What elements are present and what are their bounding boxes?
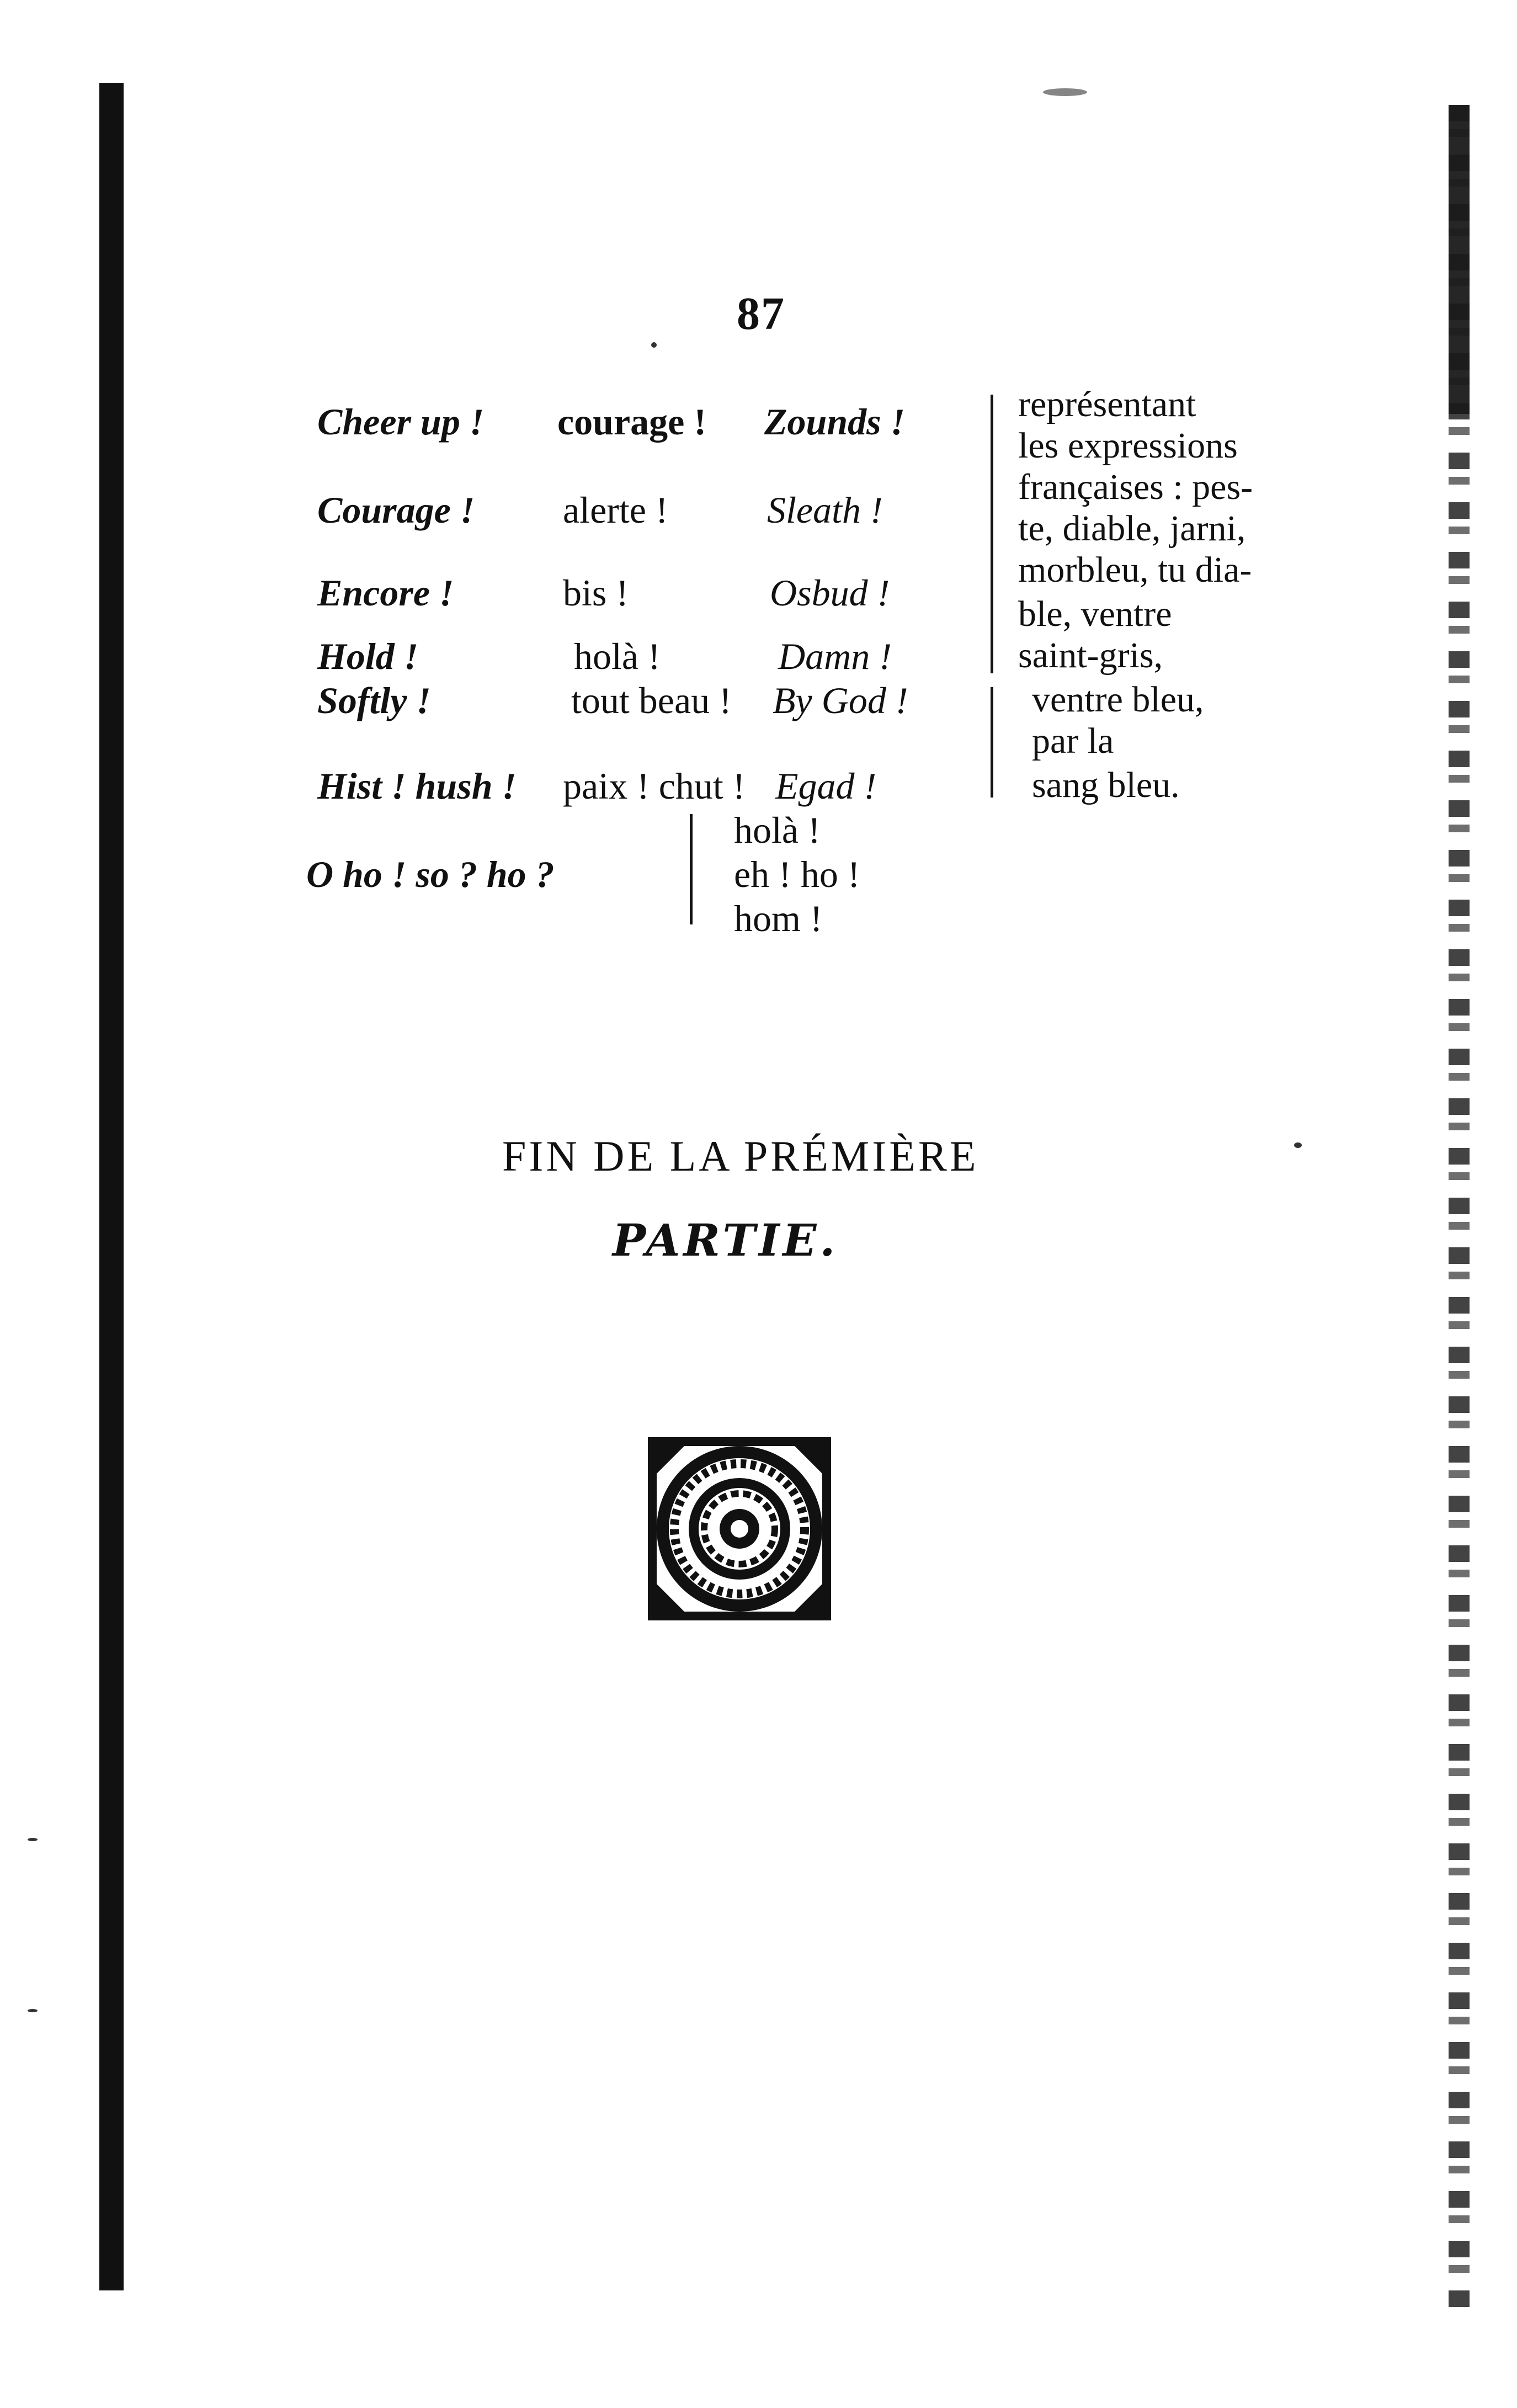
english-oath: Sleath !	[767, 489, 883, 531]
french-phrase: alerte !	[563, 489, 668, 531]
english-phrase: Hold !	[317, 635, 419, 677]
french-phrase: tout beau !	[571, 679, 732, 721]
english-oath: Zounds !	[764, 401, 906, 443]
speck	[28, 2009, 38, 2012]
note-line: saint-gris,	[1018, 635, 1163, 676]
french-phrase: hom !	[734, 897, 823, 939]
speck	[1043, 88, 1087, 96]
page-number: 87	[737, 288, 785, 339]
french-phrase: paix ! chut !	[563, 765, 746, 807]
english-phrase: Cheer up !	[317, 401, 485, 443]
note-line: les expressions	[1018, 426, 1238, 466]
speck	[1294, 1142, 1302, 1148]
english-phrase: Hist ! hush !	[317, 765, 517, 807]
english-phrase: Courage !	[317, 489, 475, 531]
note-line: par la	[1032, 721, 1114, 761]
english-oath: Damn !	[778, 635, 892, 677]
english-phrase: O ho ! so ? ho ?	[306, 853, 555, 895]
note-line: ventre bleu,	[1032, 679, 1204, 720]
french-phrase: eh ! ho !	[734, 853, 860, 895]
note-line: morbleu, tu dia-	[1018, 550, 1252, 590]
brace	[991, 395, 993, 673]
english-phrase: Encore !	[317, 572, 454, 614]
note-line: sang bleu.	[1032, 765, 1180, 805]
speck	[651, 342, 657, 348]
english-oath: By God !	[773, 679, 908, 721]
page-edge-strip	[1449, 105, 1470, 2313]
english-oath: Osbud !	[770, 572, 890, 614]
rosette-ornament-icon	[646, 1435, 833, 1623]
speck	[28, 1838, 38, 1841]
french-phrase: holà !	[574, 635, 661, 677]
french-phrase: courage !	[557, 401, 707, 443]
english-oath: Egad !	[775, 765, 877, 807]
page-edge-strip-dark	[1449, 105, 1470, 414]
binding-edge	[99, 83, 124, 2290]
note-line: ble, ventre	[1018, 594, 1172, 634]
note-line: représentant	[1018, 384, 1196, 424]
brace	[991, 687, 993, 798]
fin-title: FIN DE LA PRÉMIÈRE	[502, 1132, 979, 1180]
note-line: te, diable, jarni,	[1018, 508, 1246, 549]
french-phrase: bis !	[563, 572, 629, 614]
english-phrase: Softly !	[317, 679, 431, 721]
brace	[690, 814, 693, 924]
note-line: françaises : pes-	[1018, 467, 1253, 507]
french-phrase: holà !	[734, 809, 821, 851]
fin-partie: PARTIE.	[613, 1214, 839, 1266]
